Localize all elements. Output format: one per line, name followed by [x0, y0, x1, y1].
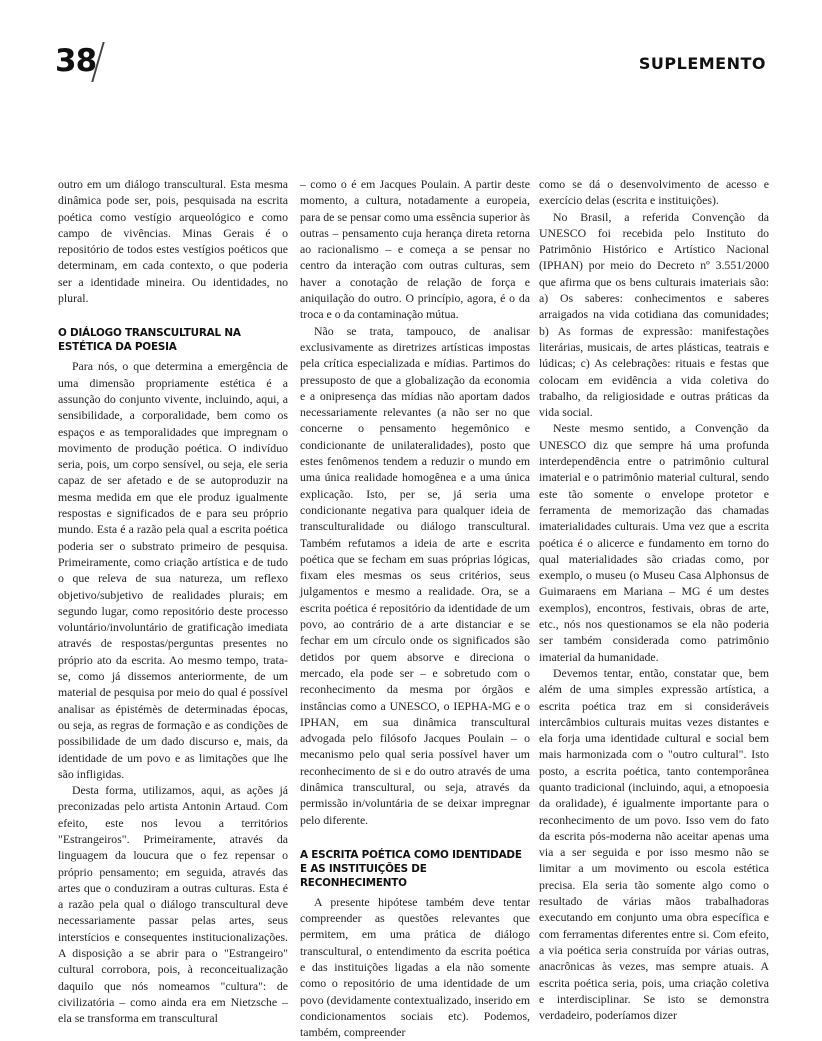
paragraph: Desta forma, utilizamos, aqui, as ações já preconizadas pelo artista Antonin Artaud. Com efeito, este nos levou a territórios "Estrangeiros". Primeiramente, através da linguagem da loucura que o fez repensar o próprio pensamento; em seguida, através das artes que o conduziram a outras culturas. Esta é a razão pela qual o diálogo transcultural deve necessariamente passar pelas artes, seus interstícios e consequentes institucionalizações. A disposição a se abrir para o "Estrangeiro" cultural corrobora, pois, à reconceitualização daquilo que nós nomeamos "cultura": de civilizatória – como ainda era em Nietzsche – ela se transforma em transcultural — [58, 783, 288, 1026]
paragraph: Não se trata, tampouco, de analisar exclusivamente as diretrizes artísticas impostas pela crítica especializada e mídias. Partimos do pressuposto de que a globalização da economia e a onipresença das mídias não aportam dados necessariamente relevantes (a não ser no que concerne o pensamento hegemônico e condicionante de unilateralidades), posto que estes fenômenos tendem a reduzir o mundo em uma única realidade homogênea e a uma única explicação. Isto, per se, já seria uma condicionante negativa para qualquer ideia de transculturalidade ou diálogo transcultural. Também refutamos a ideia de arte e escrita poética que se fecham em suas próprias lógicas, fixam eles mesmas os seus critérios, seus julgamentos e mesmo a realidade. Ora, se a escrita poética é repositório da identidade de um povo, ao contrário de a arte distanciar e se fechar em um círculo onde os significados são detidos por quem absorve e direciona o mercado, ela pode ser – e sobretudo com o reconhecimento da mesma por órgãos e instâncias como a UNESCO, o IEPHA-MG e o IPHAN, em sua dinâmica transcultural advogada pelo filósofo Jacques Poulain – o mecanismo pelo qual seria possível haver um reconhecimento de si e do outro através de uma dinâmica transcultural, ou seja, através da permissão in/voluntária de se deixar impregnar pelo diferente. — [300, 323, 530, 827]
page-number: 38 — [55, 43, 97, 79]
section-heading: A ESCRITA POÉTICA COMO IDENTIDADE E AS INSTITUIÇÕES DE RECONHECIMENTO — [300, 848, 522, 889]
paragraph: – como o é em Jacques Poulain. A partir deste momento, a cultura, notadamente a europeia, para de se pensar como uma essência superior às outras – pensamento cuja herança direta retorna ao racionalismo – e começa a se pensar no centro da interação com outras culturas, sem haver a conotação de relação de força e aniquilação do outro. O princípio, agora, é o da troca e o da contaminação mútua. — [300, 177, 530, 322]
paragraph: como se dá o desenvolvimento de acesso e exercício delas (escrita e instituições). — [539, 177, 769, 208]
page-header — [0, 0, 822, 100]
paragraph: A presente hipótese também deve tentar compreender as questões relevantes que permitem, em uma prática de diálogo transcultural, o entendimento da escrita poética e das instituições ligadas a ela não somente como o repositório de uma identidade de um povo (devidamente contextualizado, inserido em condicionamentos sociais etc). Podemos, também, compreender — [300, 894, 530, 1040]
paragraph: Para nós, o que determina a emergência de uma dimensão propriamente estética é a assunção do conjunto vivente, incluindo, aqui, a sensibilidade, a corporalidade, bem como os espaços e as temporalidades que impregnam o movimento de produção poética. O indivíduo seria, pois, um corpo sensível, ou seja, ele seria capaz de ser afetado e de se autoproduzir na mesma medida em que ele produz igualmente respostas e significados de e para seu próprio mundo. Esta é a razão pela qual a escrita poética poderia ser o substrato primeiro de pesquisa. Primeiramente, como criação artística e de tudo o que releva de sua natureza, um reflexo objetivo/subjetivo de realidades plurais; em segundo lugar, como repositório deste processo voluntário/involuntário de gratificação imediata através de respostas/perguntas presentes no próprio ato da escrita. Ao mesmo tempo, trata-se, como já dissemos anteriormente, de um material de pesquisa por meio do qual é possível analisar as épistémès de determinadas épocas, ou seja, as regras de formação e as condições de possibilidade de um dado discurso e, mais, da identidade de um povo e as limitações que lhe são infligidas. — [58, 359, 288, 781]
text-column-2 — [300, 176, 530, 1040]
text-column-3 — [539, 176, 769, 1023]
section-heading: O DIÁLOGO TRANSCULTURAL NA ESTÉTICA DA POESIA — [58, 327, 241, 354]
section-title: SUPLEMENTO — [638, 54, 766, 73]
paragraph: outro em um diálogo transcultural. Esta mesma dinâmica pode ser, pois, pesquisada na escrita poética como vestígio arqueológico e como campo de vivências. Minas Gerais é o repositório de todos estes vestígios poéticos que determinam, em cada contexto, o que poderia ser a identidade mineira. Ou identidades, no plural. — [58, 177, 288, 306]
paragraph: Devemos tentar, então, constatar que, bem além de uma simples expressão artística, a escrita poética traz em si consideráveis intercâmbios culturais muitas vezes distantes e ela forja uma identidade cultural e social bem mais harmonizada com o "outro cultural". Isto posto, a escrita poética, tanto contemporânea quanto tradicional (incluindo, aqui, a etnopoesia da oralidade), é igualmente importante para o reconhecimento de um povo. Isso vem do fato da escrita pós-moderna não aceitar apenas uma via a ser seguida e por isso mesmo não se limitar a um movimento ou escola estética precisa. Ela seria tão somente algo como o resultado de várias mãos trabalhadoras executando em conjunto uma obra específica e com ferramentas diferentes entre si. Com efeito, a via poética seria construída por várias outras, anacrônicas às vezes, mas sempre atuais. A escrita poética seria, pois, uma criação coletiva e interdisciplinar. Se isto se demonstra verdadeiro, poderíamos dizer — [539, 665, 769, 1023]
paragraph: No Brasil, a referida Convenção da UNESCO foi recebida pelo Instituto do Patrimônio Histórico e Artístico Nacional (IPHAN) por meio do Decreto nº 3.551/2000 que afirma que os bens culturais imateriais são: a) Os saberes: conhecimentos e saberes arraigados na vida cotidiana das comunidades; b) As formas de expressão: manifestações literárias, musicais, de artes plásticas, teatrais e lúdicas; c) As celebrações: rituais e festas que colocam em evidência a vida coletiva do trabalho, da religiosidade e outras práticas da vida social. — [539, 209, 769, 420]
text-column-1 — [58, 176, 288, 1026]
paragraph: Neste mesmo sentido, a Convenção da UNESCO diz que sempre há uma profunda interdependência entre o patrimônio cultural imaterial e o patrimônio material cultural, sendo este tão somente o envelope protetor e ferramenta de memorização das chamadas imaterialidades culturais. Uma vez que a escrita poética é o alicerce e fundamento em torno do qual materialidades são criadas como, por exemplo, o museu (o Museu Casa Alphonsus de Guimaraens em Mariana – MG é um destes exemplos), encontros, festivais, obras de arte, etc., nós nos questionamos se ela não poderia ser também considerada como patrimônio imaterial da humanidade. — [539, 421, 769, 664]
